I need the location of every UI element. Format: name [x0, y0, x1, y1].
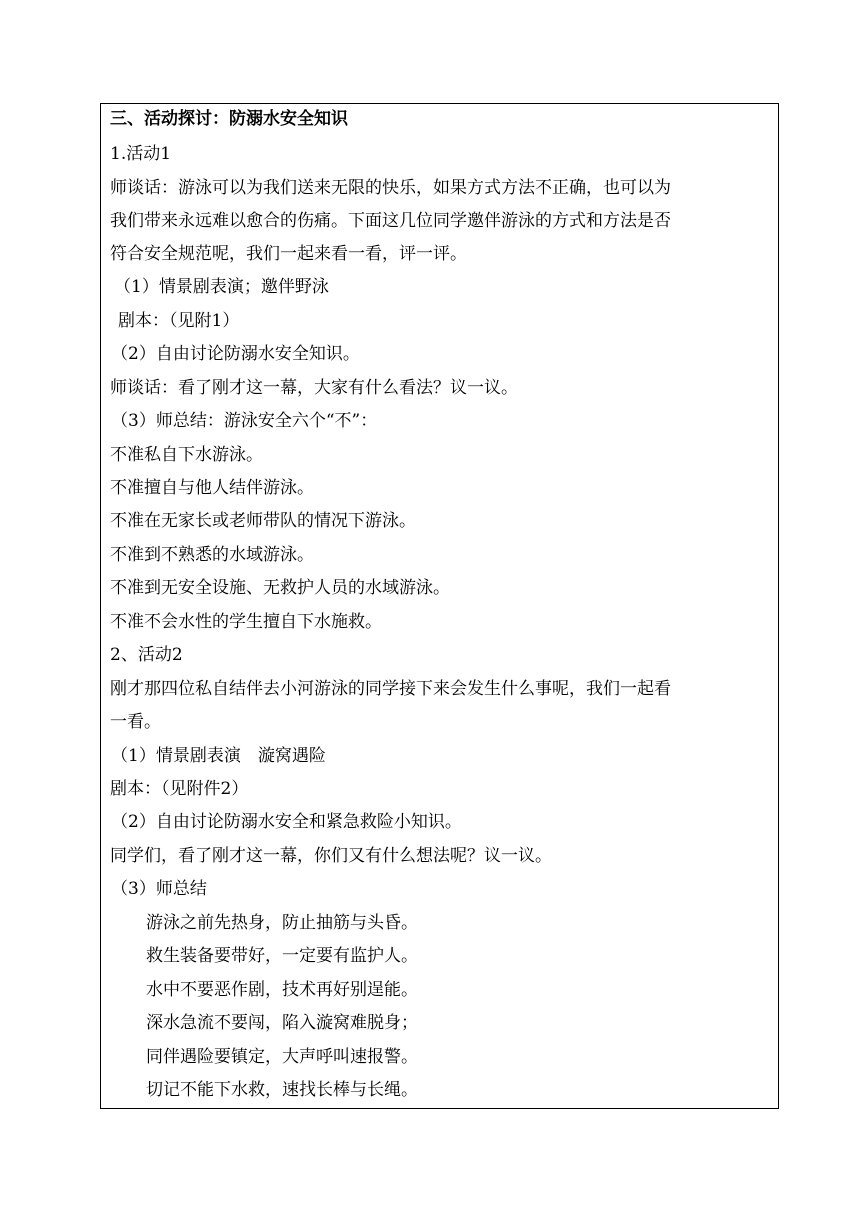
safety-rule: 不准到无安全设施、无救护人员的水域游泳。: [110, 578, 450, 598]
activity1-intro-line2: 我们带来永远难以愈合的伤痛。下面这几位同学邀伴游泳的方式和方法是否: [110, 211, 671, 231]
activity2-intro-line1: 刚才那四位私自结伴去小河游泳的同学接下来会发生什么事呢，我们一起看: [110, 679, 671, 699]
activity1-intro-line3: 符合安全规范呢，我们一起来看一看，评一评。: [110, 244, 467, 264]
safety-rule: 不准不会水性的学生擅自下水施救。: [110, 612, 382, 632]
safety-verse: 深水急流不要闯，陷入漩窝难脱身；: [146, 1013, 418, 1033]
safety-rule: 不准私自下水游泳。: [110, 445, 263, 465]
activity1-step1: （1）情景剧表演；邀伴野泳: [114, 277, 329, 297]
safety-verse: 同伴遇险要镇定，大声呼叫速报警。: [146, 1047, 418, 1067]
safety-verse: 游泳之前先热身，防止抽筋与头昏。: [146, 913, 418, 933]
activity2-title: 2、活动2: [110, 645, 183, 665]
safety-rule: 不准在无家长或老师带队的情况下游泳。: [110, 511, 416, 531]
safety-verse: 救生装备要带好，一定要有监护人。: [146, 946, 418, 966]
activity2-talk: 同学们，看了刚才这一幕，你们又有什么想法呢？议一议。: [110, 846, 552, 866]
activity2-step2: （2）自由讨论防溺水安全和紧急救险小知识。: [111, 812, 462, 832]
activity1-step2: （2）自由讨论防溺水安全知识。: [111, 344, 360, 364]
safety-verse: 水中不要恶作剧，技术再好别逞能。: [146, 980, 418, 1000]
activity1-script: 剧本：（见附1）: [118, 311, 240, 331]
activity2-step1: （1）情景剧表演 漩窝遇险: [111, 746, 326, 766]
safety-verse: 切记不能下水救，速找长棒与长绳。: [146, 1080, 418, 1100]
activity1-talk: 师谈话：看了刚才这一幕，大家有什么看法？议一议。: [110, 378, 518, 398]
section-heading: 三、活动探讨：防溺水安全知识: [110, 109, 348, 129]
activity2-intro-line2: 一看。: [110, 712, 161, 732]
activity2-step3: （3）师总结: [111, 879, 207, 899]
lesson-content-box: [100, 103, 779, 1109]
activity1-intro-line1: 师谈话：游泳可以为我们送来无限的快乐，如果方式方法不正确，也可以为: [110, 178, 671, 198]
safety-rule: 不准擅自与他人结伴游泳。: [110, 478, 314, 498]
activity1-title: 1.活动1: [110, 144, 172, 164]
activity2-script: 剧本：（见附件2）: [110, 779, 249, 799]
safety-rule: 不准到不熟悉的水域游泳。: [110, 545, 314, 565]
activity1-step3: （3）师总结：游泳安全六个“不”：: [111, 411, 378, 431]
